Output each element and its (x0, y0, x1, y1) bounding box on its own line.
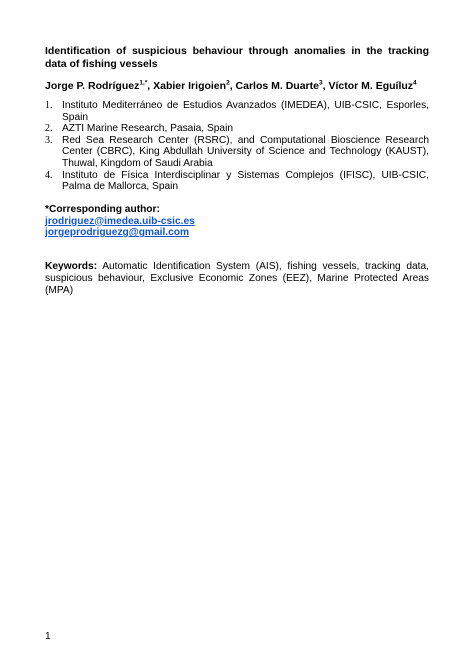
author-2 (153, 80, 235, 92)
author-4 (328, 80, 416, 92)
author-name: Xabier Irigoien (153, 80, 227, 92)
author-affiliation-mark: 3 (318, 79, 323, 87)
affiliation-number: 1. (45, 100, 53, 111)
affiliation-item (45, 123, 429, 135)
affiliation-text: Instituto de Física Interdisciplinar y Sistemas Complejos (IFISC), UIB-CSIC, Palma de Mallorca, Spain (62, 169, 429, 193)
keywords-text: Automatic Identification System (AIS), fishing vessels, tracking data, suspicious behaviour, Exclusive Economic Zones (EEZ), Marine Protected Areas (MPA) (45, 261, 432, 296)
affiliation-item (45, 135, 429, 170)
affiliation-number: 3. (45, 134, 53, 146)
affiliation-number: 2. (45, 123, 53, 135)
affiliation-number: 4. (45, 169, 53, 181)
affiliation-text: Instituto Mediterráneo de Estudios Avanzados (IMEDEA), UIB-CSIC, Esporles, Spain (62, 100, 429, 123)
affiliation-text: Red Sea Research Center (RSRC), and Computational Bioscience Research Center (CBRC), King Abdullah University of Science and Technology (KAUST), Thuwal, Kingdom of Saudi Arabia (62, 134, 429, 169)
affiliation-list (45, 100, 429, 193)
keywords-label: Keywords: (45, 261, 98, 272)
email-link-personal[interactable]: jorgeprodriguezg@gmail.com (45, 227, 190, 239)
author-1 (45, 80, 153, 92)
author-name: Carlos M. Duarte (235, 80, 319, 92)
affiliation-item (45, 170, 429, 193)
keywords-section (45, 261, 432, 296)
author-name: Jorge P. Rodríguez (45, 80, 140, 92)
author-affiliation-mark: 1,* (139, 79, 148, 87)
email-link-institutional[interactable]: jrodriguez@imedea.uib-csic.es (45, 215, 195, 227)
author-separator: , (147, 80, 154, 92)
author-affiliation-mark: 4 (413, 79, 417, 87)
corresponding-author (45, 204, 429, 239)
author-3 (236, 80, 329, 92)
affiliation-text: AZTI Marine Research, Pasaia, Spain (62, 123, 233, 135)
corresponding-author-label: *Corresponding author: (45, 204, 160, 215)
author-name: Víctor M. Eguíluz (328, 80, 414, 92)
author-separator: , (322, 80, 329, 92)
affiliation-item (45, 100, 429, 123)
page-number: 1 (45, 631, 51, 642)
author-separator: , (229, 80, 236, 92)
author-list (45, 80, 445, 93)
author-affiliation-mark: 2 (226, 79, 230, 87)
paper-title: Identification of suspicious behaviour through anomalies in the tracking data of fishing vessels (45, 45, 429, 70)
